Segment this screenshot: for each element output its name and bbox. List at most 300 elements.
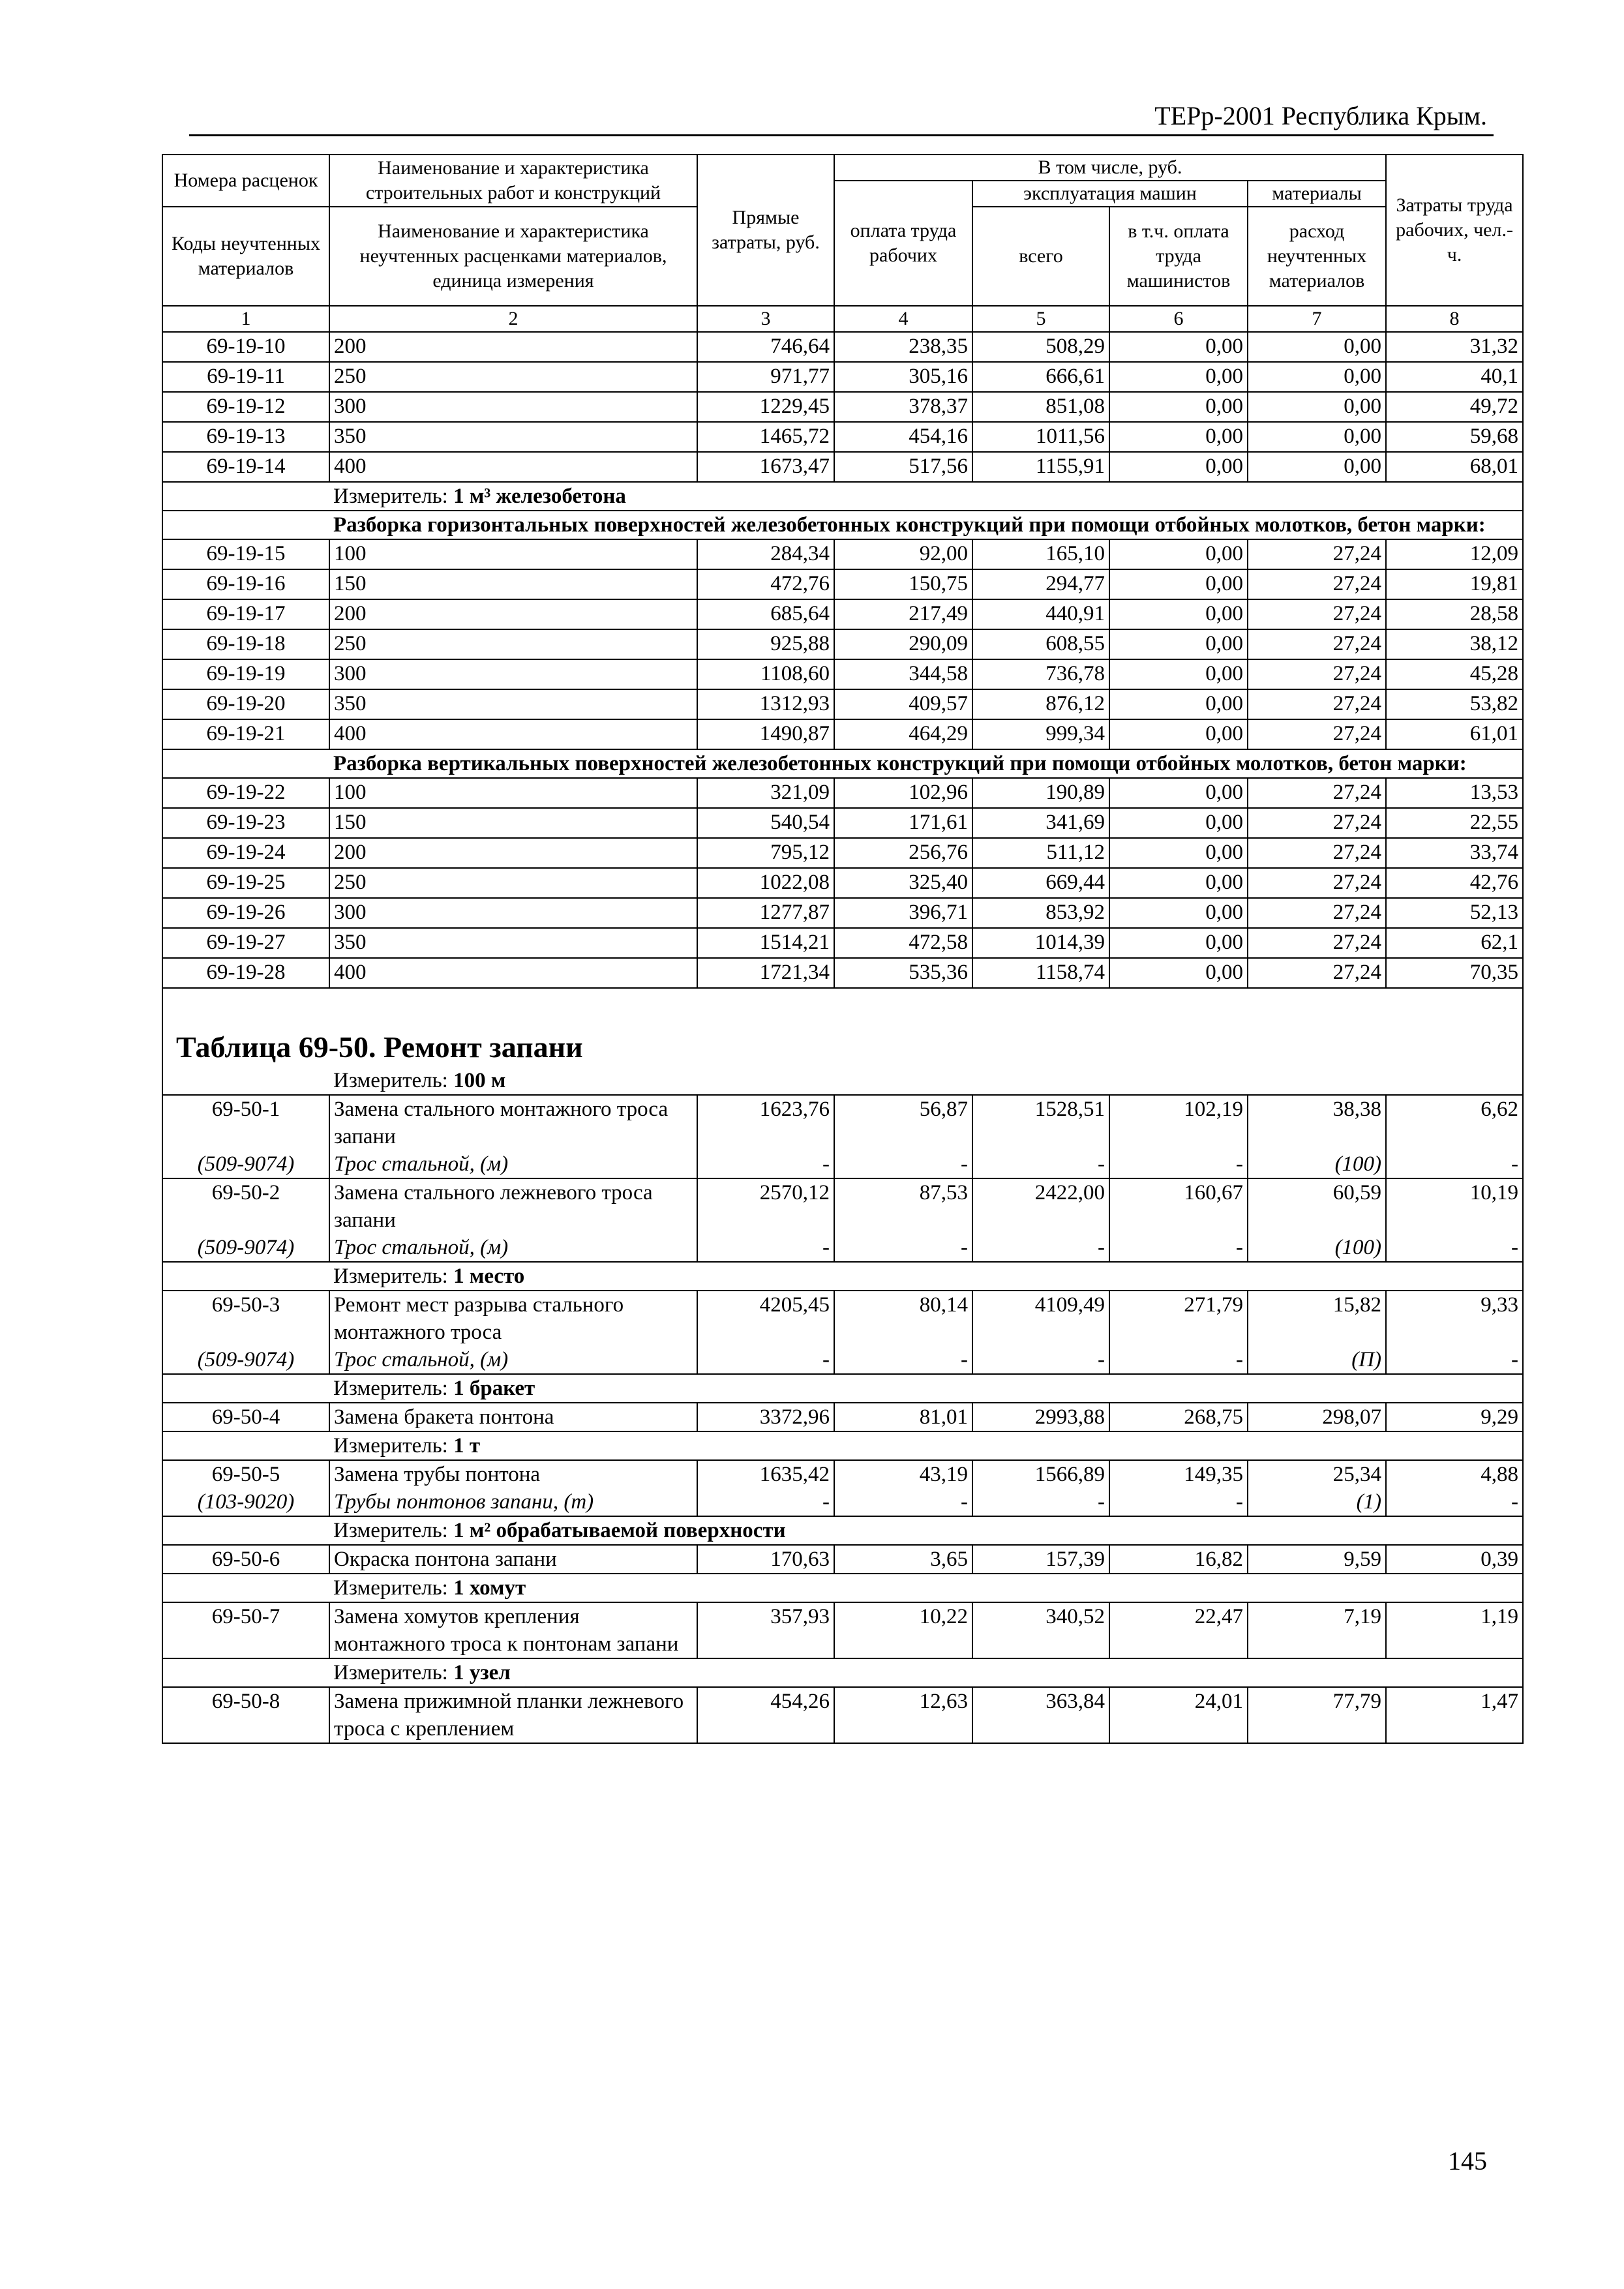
section-title: Разборка горизонтальных поверхностей железобетонных конструкций при помощи отбойных молотков, бетон марки: [329,511,1523,539]
table-row [162,689,1523,719]
cell-material-code: (509-9074) [162,1150,329,1178]
table-row [162,599,1523,629]
measure-row [162,1067,1523,1095]
cell-value: 102,96 [834,778,972,808]
cell-value: 517,56 [834,452,972,482]
cell-value: 0,00 [1248,422,1386,452]
cell-value: 746,64 [697,332,834,362]
cell-value: 535,36 [834,958,972,988]
cell-value: 16,82 [1109,1545,1248,1574]
cell-value: 0,00 [1109,569,1248,599]
cell-code: 69-19-21 [162,719,329,749]
cell-value: 608,55 [972,629,1109,659]
measure-label: Измеритель: [333,1661,454,1684]
cell-name: 150 [329,808,697,838]
cell-name: Замена стального монтажного троса запани [329,1095,697,1150]
cell-value: 1623,76 [697,1095,834,1150]
col2-head-top: Наименование и характеристика строительных работ и конструкций [329,155,697,207]
table-row [162,1545,1523,1574]
cell-value: 19,81 [1386,569,1523,599]
table-title: Таблица 69-50. Ремонт запани [162,988,1523,1067]
cell-value: 27,24 [1248,958,1386,988]
cell-value: 42,76 [1386,868,1523,898]
cell-value: 33,74 [1386,838,1523,868]
cell-value: 271,79 [1109,1291,1248,1346]
cell-value: (100) [1248,1234,1386,1262]
measure-label: Измеритель: [333,1377,454,1400]
cell-code: 69-50-3 [162,1291,329,1346]
cell-code: 69-19-28 [162,958,329,988]
cell-name: 400 [329,452,697,482]
measure-row [162,1658,1523,1687]
cell-value: 1158,74 [972,958,1109,988]
cell-value: 1528,51 [972,1095,1109,1150]
col3-head: Прямые затраты, руб. [697,155,834,306]
cell-value: 80,14 [834,1291,972,1346]
cell-value: 341,69 [972,808,1109,838]
cell-code: 69-19-11 [162,362,329,392]
cell-value: 290,09 [834,629,972,659]
cell-value: 27,24 [1248,868,1386,898]
cell-value: 43,19 [834,1460,972,1488]
cell-value: 0,00 [1248,452,1386,482]
cell-code: 69-19-20 [162,689,329,719]
cell-value: 4109,49 [972,1291,1109,1346]
cell-value: 0,00 [1248,332,1386,362]
measure-value: 100 м [453,1069,506,1092]
cell-code: 69-19-19 [162,659,329,689]
cell-value: 0,00 [1109,539,1248,569]
cell-value: 27,24 [1248,659,1386,689]
cell-value: 7,19 [1248,1602,1386,1658]
header-title: ТЕРр-2001 Республика Крым. [1154,101,1487,130]
cell-value: 472,76 [697,569,834,599]
cell-value: 0,00 [1109,659,1248,689]
cell-value: 0,00 [1109,808,1248,838]
cell-value: 190,89 [972,778,1109,808]
cell-value: 0,00 [1109,392,1248,422]
cell-value: 45,28 [1386,659,1523,689]
cell-value: 9,29 [1386,1403,1523,1431]
cell-value: 971,77 [697,362,834,392]
table-row [162,539,1523,569]
cell-code: 69-19-26 [162,898,329,928]
section-row [162,511,1523,539]
cell-value: 925,88 [697,629,834,659]
cell-value: 1011,56 [972,422,1109,452]
col-num: 3 [697,306,834,332]
table-row [162,719,1523,749]
cell-material-name: Трубы понтонов запани, (т) [329,1488,697,1516]
cell-value: 0,00 [1109,928,1248,958]
cell-value: 56,87 [834,1095,972,1150]
cell-value: 27,24 [1248,808,1386,838]
cell-name: 200 [329,599,697,629]
cell-value: 685,64 [697,599,834,629]
cell-value: 0,39 [1386,1545,1523,1574]
table-row [162,1095,1523,1150]
cell-code: 69-50-2 [162,1178,329,1234]
cell-value: 1566,89 [972,1460,1109,1488]
cell-value: 60,59 [1248,1178,1386,1234]
cell-material-name: Трос стальной, (м) [329,1346,697,1374]
col-num: 2 [329,306,697,332]
cell-name: 400 [329,958,697,988]
col-num: 6 [1109,306,1248,332]
col-num: 8 [1386,306,1523,332]
cell-code: 69-50-6 [162,1545,329,1574]
cell-value: 40,1 [1386,362,1523,392]
cell-value: 92,00 [834,539,972,569]
cell-value: 409,57 [834,689,972,719]
cell-value: (100) [1248,1150,1386,1178]
cell-value: 876,12 [972,689,1109,719]
cell-value: 4,88 [1386,1460,1523,1488]
cell-value: 9,33 [1386,1291,1523,1346]
cell-value: 25,34 [1248,1460,1386,1488]
cell-value: 59,68 [1386,422,1523,452]
page-header [189,98,1494,136]
cell-value: 1514,21 [697,928,834,958]
col-num: 5 [972,306,1109,332]
cell-value: 27,24 [1248,569,1386,599]
col-num: 1 [162,306,329,332]
measure-label: Измеритель: [333,485,454,508]
measure-row [162,1374,1523,1403]
cell-value: 0,00 [1109,719,1248,749]
table-row [162,1602,1523,1658]
materials-head: материалы [1248,181,1386,207]
cell-value: - [1386,1234,1523,1262]
cell-value: - [1109,1234,1248,1262]
cell-value: - [834,1488,972,1516]
cell-value: 0,00 [1109,362,1248,392]
cell-value: 24,01 [1109,1687,1248,1743]
measure-value: 1 м² обрабатываемой поверхности [453,1519,786,1542]
cell-value: 87,53 [834,1178,972,1234]
cell-material-name: Трос стальной, (м) [329,1234,697,1262]
cell-value: 357,93 [697,1602,834,1658]
table-row [162,392,1523,422]
cell-name: 300 [329,659,697,689]
cell-value: 27,24 [1248,629,1386,659]
cell-value: 62,1 [1386,928,1523,958]
cell-value: 27,24 [1248,689,1386,719]
cell-value: 171,61 [834,808,972,838]
material-row [162,1346,1523,1374]
rates-table [162,154,1524,1744]
cell-value: - [697,1150,834,1178]
cell-value: - [1386,1150,1523,1178]
cell-name: 350 [329,689,697,719]
cell-code: 69-50-5 [162,1460,329,1488]
cell-value: 22,47 [1109,1602,1248,1658]
measure-label: Измеритель: [333,1576,454,1600]
cell-name: Замена трубы понтона [329,1460,697,1488]
cell-value: - [834,1150,972,1178]
cell-value: 1721,34 [697,958,834,988]
cell-code: 69-19-13 [162,422,329,452]
cell-name: Замена хомутов крепления монтажного троса к понтонам запани [329,1602,697,1658]
cell-value: 9,59 [1248,1545,1386,1574]
cell-value: 0,00 [1109,422,1248,452]
cell-value: 61,01 [1386,719,1523,749]
table-row [162,1291,1523,1346]
cell-value: - [1109,1150,1248,1178]
cell-value: 0,00 [1109,898,1248,928]
measure-label: Измеритель: [333,1069,454,1092]
cell-value: 10,19 [1386,1178,1523,1234]
cell-value: (1) [1248,1488,1386,1516]
cell-name: 150 [329,569,697,599]
col6-head: в т.ч. оплата труда машинистов [1109,207,1248,306]
measure-row [162,1431,1523,1460]
cell-value: - [972,1346,1109,1374]
cell-name: 300 [329,392,697,422]
cell-value: 0,00 [1109,838,1248,868]
cell-code: 69-50-1 [162,1095,329,1150]
cell-value: 540,54 [697,808,834,838]
cell-value: - [972,1488,1109,1516]
cell-value: 22,55 [1386,808,1523,838]
table-row [162,1403,1523,1431]
measure-row [162,1516,1523,1545]
table-title-row [162,988,1523,1067]
cell-value: 149,35 [1109,1460,1248,1488]
cell-name: Замена бракета понтона [329,1403,697,1431]
cell-value: 0,00 [1109,332,1248,362]
cell-value: 27,24 [1248,599,1386,629]
cell-value: 27,24 [1248,719,1386,749]
cell-value: 1229,45 [697,392,834,422]
table-row [162,629,1523,659]
table-row [162,1178,1523,1234]
table-row [162,958,1523,988]
cell-value: 31,32 [1386,332,1523,362]
cell-code: 69-19-22 [162,778,329,808]
cell-value: 2993,88 [972,1403,1109,1431]
cell-value: 27,24 [1248,539,1386,569]
cell-code: 69-19-27 [162,928,329,958]
cell-value: 669,44 [972,868,1109,898]
cell-value: 77,79 [1248,1687,1386,1743]
cell-value: 52,13 [1386,898,1523,928]
table-row [162,838,1523,868]
cell-value: 853,92 [972,898,1109,928]
measure-row [162,1574,1523,1602]
cell-value: - [972,1234,1109,1262]
cell-value: 27,24 [1248,778,1386,808]
cell-value: 53,82 [1386,689,1523,719]
table-row [162,928,1523,958]
cell-value: - [1386,1488,1523,1516]
page-number: 145 [1448,2146,1487,2176]
cell-code: 69-19-16 [162,569,329,599]
cell-code: 69-19-24 [162,838,329,868]
cell-value: 1155,91 [972,452,1109,482]
cell-value: (П) [1248,1346,1386,1374]
cell-value: 0,00 [1109,629,1248,659]
cell-value: 2570,12 [697,1178,834,1234]
cell-material-name: Трос стальной, (м) [329,1150,697,1178]
table-row [162,452,1523,482]
cell-value: - [1109,1346,1248,1374]
cell-name: 250 [329,362,697,392]
cell-value: 13,53 [1386,778,1523,808]
cell-value: 157,39 [972,1545,1109,1574]
cell-value: 27,24 [1248,838,1386,868]
cell-value: 150,75 [834,569,972,599]
cell-value: 0,00 [1248,392,1386,422]
cell-value: 49,72 [1386,392,1523,422]
cell-name: 400 [329,719,697,749]
cell-name: 250 [329,629,697,659]
cell-name: 300 [329,898,697,928]
measure-label: Измеритель: [333,1434,454,1458]
col1-head-bottom: Коды неучтенных материалов [162,207,329,306]
table-row [162,332,1523,362]
measure-row [162,482,1523,511]
table-row [162,362,1523,392]
col7-head: расход неучтенных материалов [1248,207,1386,306]
cell-value: 508,29 [972,332,1109,362]
cell-value: 27,24 [1248,928,1386,958]
cell-value: 1673,47 [697,452,834,482]
cell-material-code: (103-9020) [162,1488,329,1516]
section-row [162,749,1523,778]
cell-value: 1465,72 [697,422,834,452]
cell-name: Окраска понтона запани [329,1545,697,1574]
cell-value: 81,01 [834,1403,972,1431]
cell-value: 160,67 [1109,1178,1248,1234]
cell-value: 340,52 [972,1602,1109,1658]
table-row [162,422,1523,452]
cell-value: 298,07 [1248,1403,1386,1431]
cell-value: 12,63 [834,1687,972,1743]
cell-value: - [697,1234,834,1262]
cell-code: 69-50-7 [162,1602,329,1658]
cell-value: 378,37 [834,392,972,422]
col-num: 4 [834,306,972,332]
cell-name: Замена прижимной планки лежневого троса с креплением [329,1687,697,1743]
cell-value: 102,19 [1109,1095,1248,1150]
cell-value: 305,16 [834,362,972,392]
column-numbers [162,306,1523,332]
measure-value: 1 хомут [453,1576,526,1600]
measure-value: 1 место [453,1264,525,1288]
col2-head-bottom: Наименование и характеристика неучтенных расценками материалов, единица измерения [329,207,697,306]
cell-value: 15,82 [1248,1291,1386,1346]
cell-value: 0,00 [1109,599,1248,629]
cell-code: 69-19-14 [162,452,329,482]
cell-value: 0,00 [1109,689,1248,719]
cell-value: 268,75 [1109,1403,1248,1431]
cell-name: 200 [329,332,697,362]
col5-head: всего [972,207,1109,306]
cell-name: 350 [329,422,697,452]
cell-value: 0,00 [1109,778,1248,808]
cell-value: 294,77 [972,569,1109,599]
material-row [162,1234,1523,1262]
material-row [162,1488,1523,1516]
table-row [162,778,1523,808]
cell-value: 2422,00 [972,1178,1109,1234]
cell-value: 3,65 [834,1545,972,1574]
cell-value: 464,29 [834,719,972,749]
cell-value: 38,38 [1248,1095,1386,1150]
cell-value: 217,49 [834,599,972,629]
cell-value: 1014,39 [972,928,1109,958]
cell-value: 70,35 [1386,958,1523,988]
machines-head: эксплуатация машин [972,181,1248,207]
cell-value: 3372,96 [697,1403,834,1431]
cell-value: 795,12 [697,838,834,868]
cell-value: 165,10 [972,539,1109,569]
cell-value: 396,71 [834,898,972,928]
cell-value: 363,84 [972,1687,1109,1743]
table-row [162,569,1523,599]
cell-value: 27,24 [1248,898,1386,928]
cell-value: 6,62 [1386,1095,1523,1150]
cell-value: 0,00 [1248,362,1386,392]
table-row [162,808,1523,838]
cell-value: 511,12 [972,838,1109,868]
cell-value: 666,61 [972,362,1109,392]
cell-value: 1,47 [1386,1687,1523,1743]
incl-head: В том числе, руб. [834,155,1386,181]
cell-name: Ремонт мест разрыва стального монтажного троса [329,1291,697,1346]
cell-code: 69-19-17 [162,599,329,629]
measure-value: 1 бракет [453,1377,535,1400]
cell-value: 28,58 [1386,599,1523,629]
cell-value: 344,58 [834,659,972,689]
table-body [162,332,1523,1743]
measure-row [162,1262,1523,1291]
cell-value: 999,34 [972,719,1109,749]
cell-value: - [972,1150,1109,1178]
cell-value: 321,09 [697,778,834,808]
cell-code: 69-19-23 [162,808,329,838]
table-row [162,868,1523,898]
cell-value: 0,00 [1109,958,1248,988]
cell-value: - [834,1234,972,1262]
table-header [162,155,1523,332]
section-title: Разборка вертикальных поверхностей железобетонных конструкций при помощи отбойных молотков, бетон марки: [329,749,1523,778]
cell-name: 100 [329,539,697,569]
cell-value: 10,22 [834,1602,972,1658]
measure-label: Измеритель: [333,1264,454,1288]
cell-value: 454,16 [834,422,972,452]
cell-code: 69-19-10 [162,332,329,362]
cell-value: - [697,1346,834,1374]
cell-value: 170,63 [697,1545,834,1574]
cell-code: 69-19-18 [162,629,329,659]
cell-value: 851,08 [972,392,1109,422]
cell-value: 325,40 [834,868,972,898]
cell-name: 200 [329,838,697,868]
cell-value: 256,76 [834,838,972,868]
cell-code: 69-19-25 [162,868,329,898]
cell-name: Замена стального лежневого троса запани [329,1178,697,1234]
cell-value: 12,09 [1386,539,1523,569]
measure-value: 1 узел [453,1661,511,1684]
table-row [162,898,1523,928]
cell-value: 1108,60 [697,659,834,689]
cell-value: 440,91 [972,599,1109,629]
cell-value: 1635,42 [697,1460,834,1488]
material-row [162,1150,1523,1178]
cell-value: - [1386,1346,1523,1374]
